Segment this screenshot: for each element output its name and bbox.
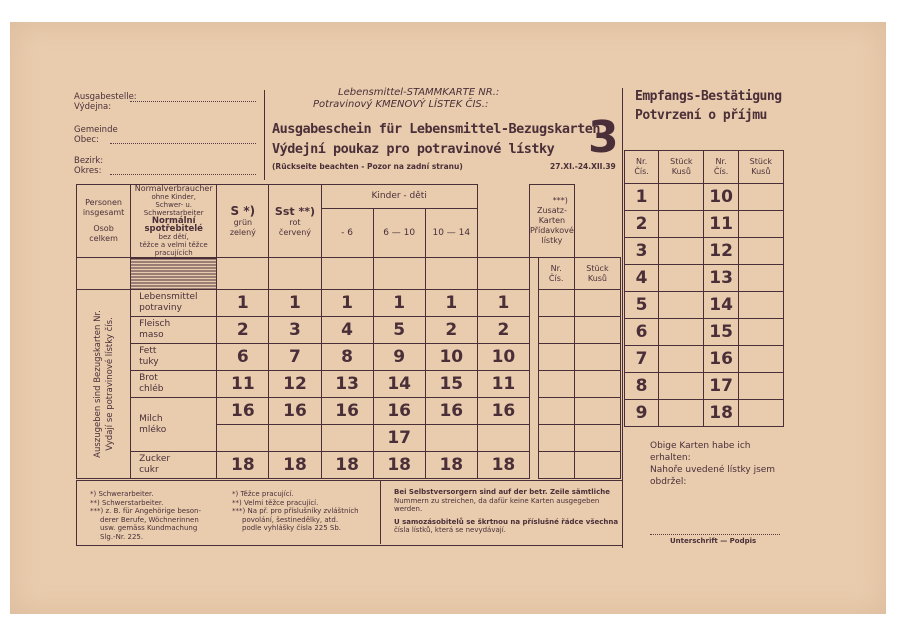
age-under-6: - 6 — [321, 208, 373, 257]
card-number-cell: 2 — [217, 317, 269, 344]
card-number-cell: 18 — [321, 452, 373, 479]
receipt-nr-header: Nr. Čís. — [625, 151, 659, 184]
card-number-cell: 2 — [477, 317, 529, 344]
zusatz-header: ***) Zusatz-Karten Přídavkové lístky — [529, 185, 574, 258]
zusatz-nr-header: Nr. Čís. — [538, 258, 574, 290]
okres-field[interactable] — [110, 174, 256, 175]
card-number-cell: 16 — [425, 398, 477, 425]
okres-label: Okres: — [74, 166, 102, 176]
card-number-cell: 10 — [477, 344, 529, 371]
receipt-number: 3 — [625, 238, 659, 265]
card-number-cell: 16 — [217, 398, 269, 425]
sst-header: Sst **) rot červený — [269, 185, 321, 258]
card-number-cell: 18 — [217, 452, 269, 479]
receipt-number: 10 — [704, 184, 738, 211]
receipt-number: 18 — [704, 400, 738, 427]
receipt-number: 6 — [625, 319, 659, 346]
personen-count[interactable] — [77, 258, 131, 290]
signature-line[interactable] — [650, 534, 780, 535]
ausgabestelle-label: Ausgabestelle: — [74, 92, 137, 102]
card-number-cell: 1 — [217, 290, 269, 317]
receipt-number: 5 — [625, 292, 659, 319]
receipt-number: 16 — [704, 346, 738, 373]
age-6-10: 6 — 10 — [373, 208, 425, 257]
title-note: (Rückseite beachten - Pozor na zadní stranu) — [272, 162, 463, 171]
receipt-text: Obige Karten habe ich erhalten: Nahoře uvedené lístky jsem obdržel: — [650, 441, 776, 487]
card-number-cell: 1 — [321, 290, 373, 317]
signature-label: Unterschrift — Podpis — [670, 537, 757, 545]
personen-header: Personen insgesamt Osob celkem — [77, 185, 131, 258]
receipt-number: 8 — [625, 373, 659, 400]
card-number-cell: 7 — [269, 344, 321, 371]
card-number-cell: 11 — [217, 371, 269, 398]
row-label: Zucker cukr — [131, 452, 217, 479]
main-table — [76, 184, 621, 479]
card-number-cell: 1 — [425, 290, 477, 317]
row-label: Fleisch maso — [131, 317, 217, 344]
selbstversorger-note: Bei Selbstversorgern sind auf der betr. Zeile sämtliche Nummern zu streichen, da dafür keine Karten ausgegeben werden. U samozásobitelů se škrtnou na příslušné řádce všechna čísla lístků, která se nevydávají. — [394, 488, 619, 534]
row-label: Lebensmittel potraviny — [131, 290, 217, 317]
age-10-14: 10 — 14 — [425, 208, 477, 257]
title-main-cz: Výdejní poukaz pro potravinové lístky — [272, 141, 555, 157]
receipt-number: 15 — [704, 319, 738, 346]
card-number-cell: 5 — [373, 317, 425, 344]
receipt-stueck-header: Stück Kusů — [738, 151, 783, 184]
receipt-number: 17 — [704, 373, 738, 400]
s-header: S *) grün zelený — [217, 185, 269, 258]
vydejna-label: Výdejna: — [74, 102, 112, 112]
card-number-cell: 12 — [269, 371, 321, 398]
receipt-number: 4 — [625, 265, 659, 292]
title-line2: Potravinový KMENOVÝ LÍSTEK ČIS.: — [313, 99, 489, 110]
side-label: Auszugeben sind Bezugskarten Nr. Vydají se potravinové lístky čís. — [77, 290, 131, 479]
receipt-number: 11 — [704, 211, 738, 238]
footnotes-de: *) Schwerarbeiter. **) Schwerstarbeiter. ***) z. B. für Angehörige beson- derer Berufe, Wöchnerinnen usw. gemäss Kundmachung Slg.-Nr. 225. — [90, 490, 201, 541]
card-number: 3 — [588, 112, 619, 163]
card-number-cell: 10 — [425, 344, 477, 371]
card-number-cell: 1 — [269, 290, 321, 317]
card-number-cell: 17 — [373, 425, 425, 452]
row-label: Brot chléb — [131, 371, 217, 398]
card-number-cell: 13 — [321, 371, 373, 398]
card-number-cell: 16 — [269, 398, 321, 425]
card-number-cell: 8 — [321, 344, 373, 371]
card-number-cell: 15 — [425, 371, 477, 398]
receipt-table — [624, 150, 784, 427]
obec-field[interactable] — [110, 143, 256, 144]
card-number-cell: 16 — [373, 398, 425, 425]
title-line1: Lebensmittel-STAMMKARTE NR.: — [338, 87, 500, 98]
card-number-cell: 4 — [321, 317, 373, 344]
card-number-cell: 1 — [477, 290, 529, 317]
bezirk-label: Bezirk: — [74, 156, 104, 166]
hatched-cell — [131, 258, 217, 290]
receipt-title-cz: Potvrzení o příjmu — [635, 108, 767, 123]
receipt-stueck-header: Stück Kusů — [659, 151, 704, 184]
title-main-de: Ausgabeschein für Lebensmittel-Bezugskarten — [272, 121, 600, 137]
receipt-number: 1 — [625, 184, 659, 211]
card-number-cell: 18 — [477, 452, 529, 479]
card-number-cell: 3 — [269, 317, 321, 344]
card-number-cell: 18 — [425, 452, 477, 479]
kinder-header: Kinder - děti — [321, 185, 477, 209]
card-number-cell: 18 — [373, 452, 425, 479]
ration-card — [10, 22, 886, 614]
card-number-cell: 9 — [373, 344, 425, 371]
receipt-nr-header: Nr. Čís. — [704, 151, 738, 184]
receipt-number: 2 — [625, 211, 659, 238]
card-number-cell: 1 — [373, 290, 425, 317]
card-number-cell: 16 — [321, 398, 373, 425]
receipt-number: 14 — [704, 292, 738, 319]
divider — [264, 90, 265, 180]
validity-dates: 27.XI.-24.XII.39 — [550, 162, 616, 171]
card-number-cell: 2 — [425, 317, 477, 344]
receipt-number: 9 — [625, 400, 659, 427]
receipt-title-de: Empfangs-Bestätigung — [635, 89, 782, 104]
receipt-number: 12 — [704, 238, 738, 265]
card-number-cell: 11 — [477, 371, 529, 398]
row-label: Fett tuky — [131, 344, 217, 371]
receipt-number: 7 — [625, 346, 659, 373]
card-number-cell: 18 — [269, 452, 321, 479]
gemeinde-label: Gemeinde — [74, 125, 118, 135]
card-number-cell: 16 — [477, 398, 529, 425]
normal-header: Normalverbraucher ohne Kinder, Schwer- u. Schwerstarbeiter Normální spotřebitelé bez dětí, těžce a velmi těžce pracujících — [131, 185, 217, 258]
card-number-cell: 6 — [217, 344, 269, 371]
receipt-number: 13 — [704, 265, 738, 292]
ausgabestelle-field[interactable] — [130, 101, 256, 102]
row-label: Milch mléko — [131, 398, 217, 452]
zusatz-stueck-header: Stück Kusů — [574, 258, 620, 290]
card-number-cell: 14 — [373, 371, 425, 398]
footnotes-cz: *) Těžce pracující. **) Velmi těžce pracující. ***) Na př. pro příslušníky zvláštních povolání, šestinedělky, atd. podle vyhlášky čísla 225 Sb. — [232, 490, 359, 532]
obec-label: Obec: — [74, 135, 99, 145]
